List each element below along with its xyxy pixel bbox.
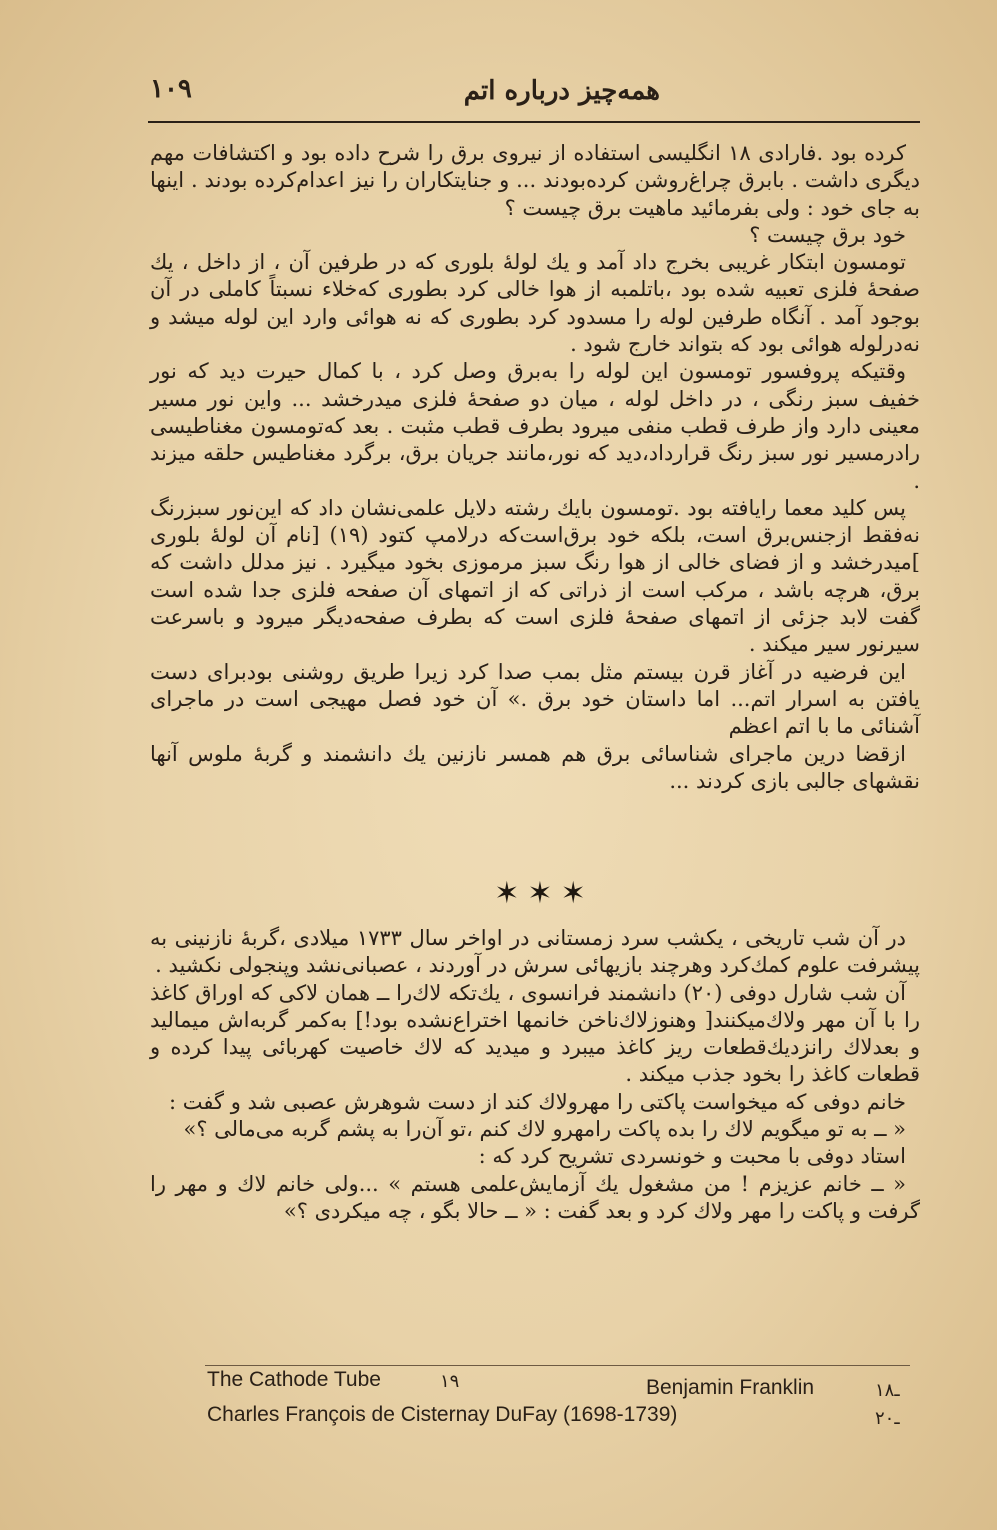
paragraph: در آن شب تاریخی ، یکشب سرد زمستانی در اواخر سال ۱۷۳۳ میلادی ،گربهٔ نازنینی به پیشرفت علوم کمك‌کرد وهرچند بازیهائی سرش در آوردند ، عصبانی‌نشد وپنجولی نکشید . [150, 926, 920, 978]
paragraph: وقتیکه پروفسور تومسون این لوله را به‌برق وصل کرد ، با کمال حیرت دید که نور خفیف سبز رنگی ، در داخل لوله ، میان دو صفحهٔ فلزی میدرخشد ... واین نور مسیر معینی دارد واز طرف قطب منفی میرود بطرف قطب مثبت . بعد که‌تومسون مغناطیسی رادرمسیر نور سبز رنگ قرارداد،دید که نور،مانند جریان برق، برگرد مغناطیس حلقه میزند . [150, 359, 920, 493]
paragraph: کرده بود .فارادی ۱۸ انگلیسی استفاده از نیروی برق را شرح داده بود و اکتشافات مهم دیگری داشت . بابرق چراغ‌روشن کرده‌بودند ... و جنایتکاران را نیز اعدام‌کرده بودند . اینها به جای خود : ولی بفرمائید ماهیت برق چیست ؟ [150, 141, 920, 220]
page-number: ۱۰۹ [150, 74, 192, 104]
footnote-19-number: ۱۹ [440, 1371, 460, 1392]
star-icon: ✶ [527, 876, 553, 911]
paragraph: پس کلید معما رایافته بود .تومسون بایك رشته دلایل علمی‌نشان داد که این‌نور سبزرنگ نه‌فقط ازجنس‌برق است، بلکه خود برق‌است‌که درلامپ کتود (۱۹) [نام آن لولهٔ بلوری ]میدرخشد و از فضای خالی از هوا رنگ سبز مرموزی بخود میگیرد . نیز مدلل داشت که برق، هرچه باشد ، مرکب است از ذراتی که از اتمهای آن صفحه فلزی جدا شده است گفت لابد جزئی از اتمهای صفحهٔ فلزی است که بطرف صفحه‌دیگر میرود و باسرعت سیرنور سیر میکند . [150, 495, 921, 657]
paragraph: « ــ به تو میگویم لاك را بده پاکت رامهرو لاك کنم ،تو آن‌را به پشم گربه می‌مالی ؟» [183, 1117, 906, 1142]
footnote-19-text: The Cathode Tube [207, 1368, 381, 1391]
running-title: همه‌چیز درباره اتم [463, 76, 660, 106]
paragraph: استاد دوفی با محبت و خونسردی تشریح کرد که : [478, 1144, 906, 1169]
section-divider [480, 878, 600, 910]
footnote-20-number: ـ۲۰ [875, 1408, 900, 1429]
paragraph: این فرضیه در آغاز قرن بیستم مثل بمب صدا کرد زیرا طریق روشنی بود‌برای دست یافتن به اسرار اتم... اما داستان خود برق .» آن خود فصل مهیجی است در ماجرای آشنائی ما با اتم اعظم [150, 659, 920, 739]
paragraph: خود برق چیست ؟ [749, 222, 906, 247]
paragraph: « ــ خانم عزیزم ! من مشغول یك آزمایش‌علمی هستم » ...ولی خانم لاك و مهر را گرفت و پاکت را مهر ولاك کرد و بعد گفت : « ــ حالا بگو ، چه میکردی ؟» [150, 1171, 920, 1223]
footnote-rule [205, 1365, 910, 1366]
paragraph: خانم دوفی که میخواست پاکتی را مهرولاك کند از دست شوهرش عصبی شد و گفت : [169, 1089, 906, 1114]
paragraph: ازقضا درین ماجرای شناسائی برق هم همسر نازنین یك دانشمند و گربهٔ ملوس آنها نقشهای جالبی بازی کردند ... [150, 741, 920, 793]
header-rule [148, 121, 920, 123]
star-icon: ✶ [494, 876, 520, 911]
body-section-1 [150, 140, 920, 875]
paragraph: تومسون ابتکار غریبی بخرج داد آمد و یك لولهٔ بلوری که در طرفین آن ، از داخل ، یك صفحهٔ فلزی تعبیه شده بود ،باتلمبه از هوا خالی کرد بطوری که‌خلاء نسبتاً کاملی در آن بوجود آمد . آنگاه طرفین لوله را مسدود کرد بطوری که نه هوائی وارد این لوله میشد و نه‌درلوله هوائی بود که بتواند خارج شود . [150, 250, 920, 357]
body-section-2 [150, 925, 920, 1365]
paragraph: آن شب شارل دوفی (۲۰) دانشمند فرانسوی ، یك‌تکه لاك‌را ــ همان لاکی که اوراق کاغذ را با آن مهر ولاك‌میکنند[ وهنوزلاك‌ناخن خانمها اختراع‌نشده بود!] به‌کمر گربه‌اش میمالید و بعدلاك رانزدیك‌قطعات ریز کاغذ میبرد و میدید که لاك خاصیت کهربائی پیدا کرده و قطعات کاغذ را بخود جذب میکند . [150, 980, 920, 1087]
footnote-18-number: ـ۱۸ [875, 1380, 900, 1401]
footnote-20-text: Charles François de Cisternay DuFay (1698-1739) [207, 1403, 678, 1426]
star-icon: ✶ [560, 876, 586, 911]
page-header [150, 70, 920, 120]
footnote-18-text: Benjamin Franklin [646, 1376, 815, 1399]
